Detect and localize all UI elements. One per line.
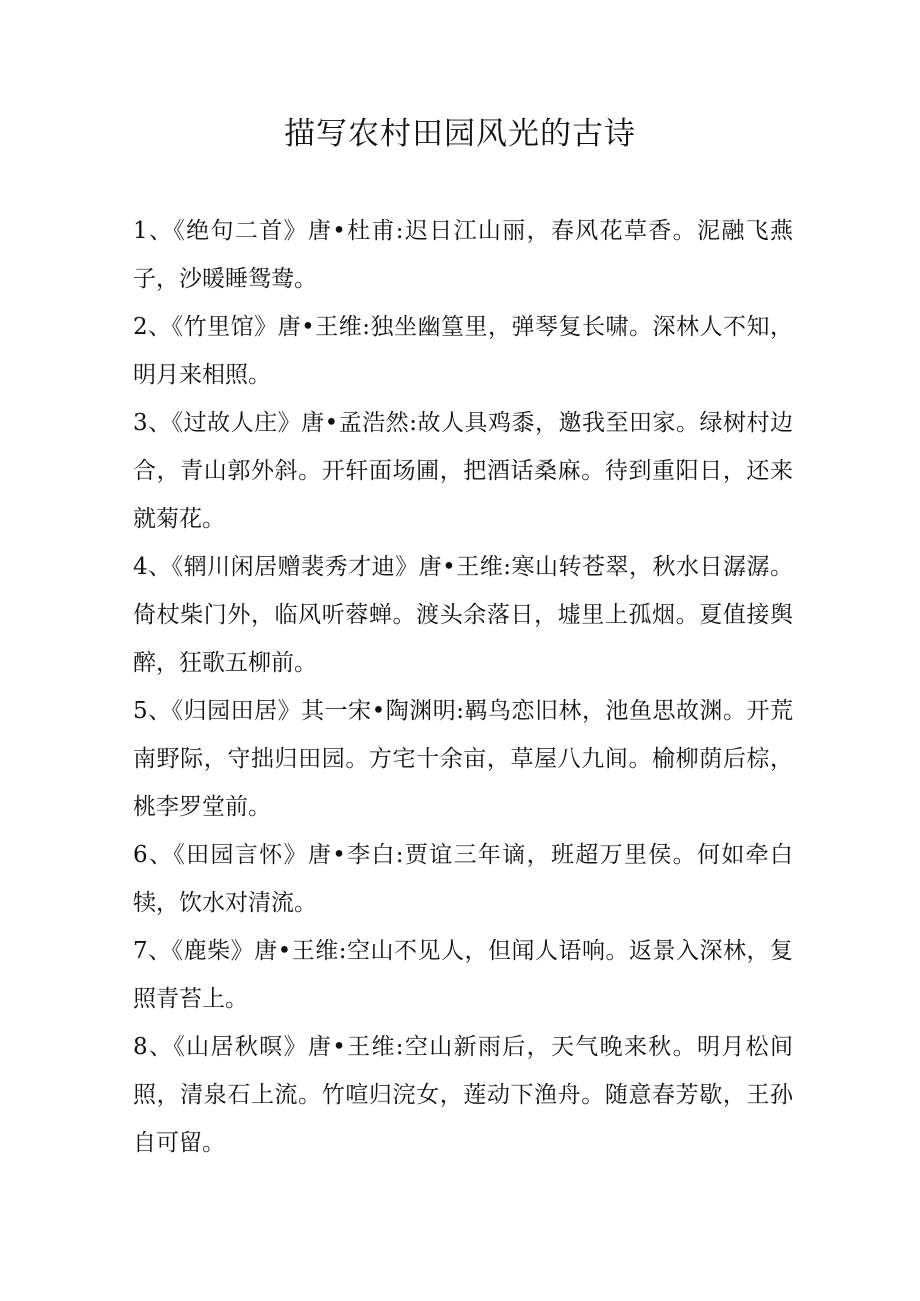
poem-number: 4、 (133, 554, 172, 580)
poem-number: 1、 (133, 218, 174, 244)
poem-text: 贾谊三年谪，班超万里侯。何如牵白犊，饮水对清流。 (133, 842, 794, 916)
poem-number: 6、 (133, 842, 174, 868)
poem-text: 羁鸟恋旧林，池鱼思故渊。开荒南野际，守拙归田园。方宅十余亩，草屋八九间。榆柳荫后棕，桃李罗堂前。 (133, 698, 793, 820)
poem-number: 5、 (133, 698, 172, 724)
poem-author: 唐•李白: (307, 842, 404, 868)
poem-number: 7、 (133, 938, 172, 964)
poem-title: 《归园田居》 (171, 698, 302, 724)
poem-title: 《田园言怀》 (173, 842, 308, 868)
poem-title: 《山居秋暝》 (173, 1034, 308, 1060)
poem-number: 2、 (133, 314, 172, 340)
poem-item-4 (133, 543, 793, 687)
poem-author: 唐•杜甫: (307, 218, 404, 244)
poem-title: 《过故人庄》 (171, 410, 302, 436)
poem-item-7 (133, 927, 793, 1023)
poem-author: 唐•孟浩然: (301, 410, 417, 436)
poem-title: 《竹里馆》 (171, 314, 278, 340)
poem-number: 3、 (133, 410, 172, 436)
poem-title: 《鹿柴》 (171, 938, 255, 964)
poem-author: 唐•王维: (307, 1034, 404, 1060)
poem-item-1 (133, 207, 793, 303)
poem-author: 唐•王维: (418, 554, 511, 580)
poem-author: 唐•王维: (277, 314, 370, 340)
poem-text: 故人具鸡黍，邀我至田家。绿树村边合，青山郭外斜。开轩面场圃，把酒话桑麻。待到重阳日，还来就菊花。 (133, 410, 794, 532)
poem-item-8 (133, 1023, 793, 1167)
poem-author: 唐•王维: (254, 938, 347, 964)
poem-item-3 (133, 399, 793, 543)
poem-item-2 (133, 303, 793, 399)
poem-author: 其一宋•陶渊明: (301, 698, 464, 724)
poem-text: 寒山转苍翠，秋水日潺潺。倚杖柴门外，临风听蓉蝉。渡头余落日，墟里上孤烟。夏值接舆醉，狂歌五柳前。 (133, 554, 793, 676)
poem-text: 迟日江山丽，春风花草香。泥融飞燕子，沙暖睡鸳鸯。 (133, 218, 794, 292)
poem-text: 空山新雨后，天气晚来秋。明月松间照，清泉石上流。竹喧归浣女，莲动下渔舟。随意春芳歇，王孙自可留。 (133, 1034, 794, 1156)
poem-title: 《辋川闲居赠裴秀才迪》 (171, 554, 419, 580)
poem-list (133, 207, 793, 1167)
poem-text: 空山不见人，但闻人语响。返景入深林，复照青苔上。 (133, 938, 794, 1012)
poem-item-5 (133, 687, 793, 831)
poem-number: 8、 (133, 1034, 174, 1060)
page-title: 描写农村田园风光的古诗 (284, 116, 636, 152)
poem-item-6 (133, 831, 793, 927)
poem-title: 《绝句二首》 (173, 218, 308, 244)
poem-text: 独坐幽篁里，弹琴复长啸。深林人不知，明月来相照。 (133, 314, 794, 388)
